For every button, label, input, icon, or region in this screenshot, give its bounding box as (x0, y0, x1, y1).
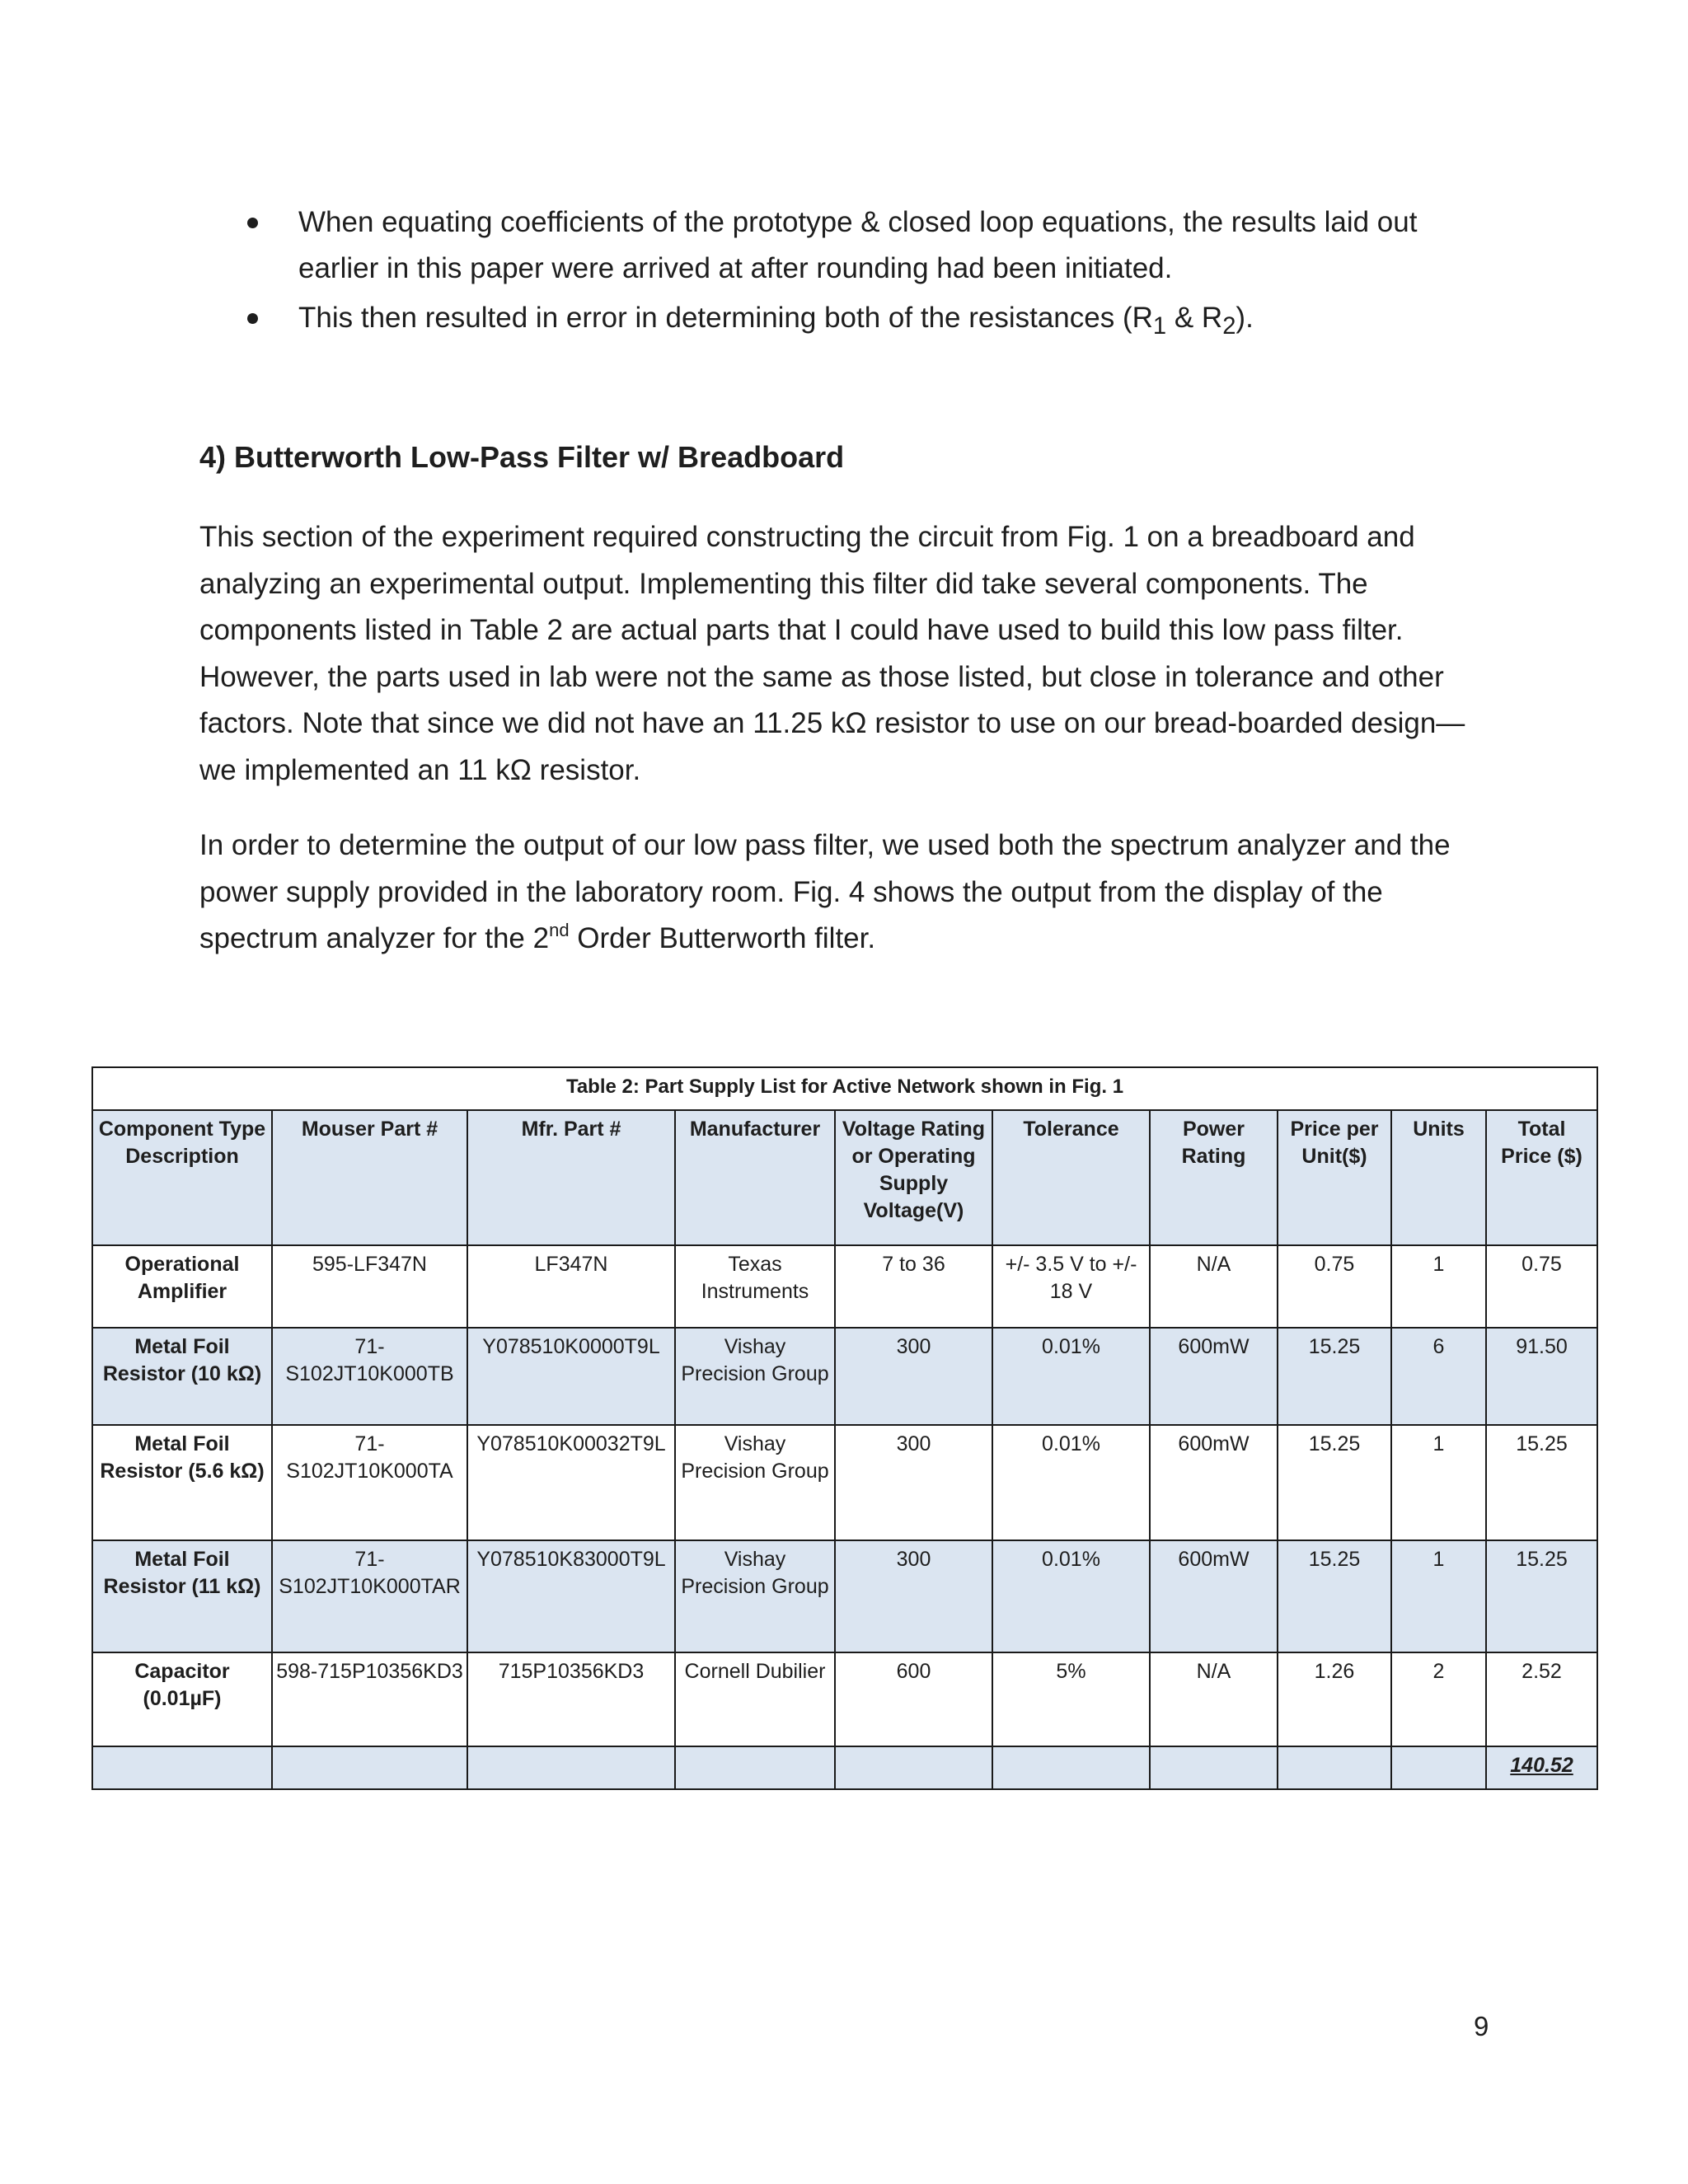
table-cell: 600mW (1150, 1328, 1278, 1425)
table-row (92, 1652, 1597, 1746)
superscript-nd: nd (549, 920, 570, 940)
table-cell: Y078510K00032T9L (467, 1425, 675, 1540)
paragraph-breadboard: This section of the experiment required constructing the circuit from Fig. 1 on a breadboard and analyzing an experimental output. Implementing this filter did take several components. The components listed in Table 2 are actual parts that I could have used to build this low pass filter. However, the parts used in lab were not the same as those listed, but close in tolerance and other factors. Note that since we did not have an 11.25 kΩ resistor to use on our bread-boarded design—we implemented an 11 kΩ resistor. (199, 521, 1465, 786)
subscript-1: 1 (1152, 313, 1167, 340)
paragraph-output (199, 823, 1485, 963)
table-cell: 600mW (1150, 1425, 1278, 1540)
table-cell: 1.26 (1278, 1652, 1391, 1746)
table-cell: 5% (992, 1652, 1150, 1746)
column-header: Voltage Rating or Operating Supply Voltage(V) (835, 1110, 992, 1245)
column-header: Mfr. Part # (467, 1110, 675, 1245)
table-row (92, 1540, 1597, 1652)
table-cell: 71-S102JT10K000TB (272, 1328, 467, 1425)
table-row (92, 1425, 1597, 1540)
bullet-text-post: ). (1236, 302, 1254, 334)
table-cell: N/A (1150, 1245, 1278, 1328)
table-cell: 71-S102JT10K000TA (272, 1425, 467, 1540)
bullet-item (241, 199, 1461, 292)
column-header: Component Type Description (92, 1110, 272, 1245)
bullet-text-pre: This then resulted in error in determining both of the resistances (R (298, 302, 1153, 334)
bullet-text-mid: & R (1166, 302, 1223, 334)
table-cell: Texas Instruments (675, 1245, 835, 1328)
bullet-text: When equating coefficients of the prototype & closed loop equations, the results laid out earlier in this paper were arrived at after rounding had been initiated. (298, 206, 1418, 284)
table-cell: 0.01% (992, 1328, 1150, 1425)
table-cell: Cornell Dubilier (675, 1652, 835, 1746)
table-cell: 715P10356KD3 (467, 1652, 675, 1746)
table-cell (1150, 1746, 1278, 1789)
table-cell: 0.75 (1278, 1245, 1391, 1328)
table-cell: Capacitor (0.01µF) (92, 1652, 272, 1746)
table-cell: 15.25 (1278, 1540, 1391, 1652)
table-cell: 600mW (1150, 1540, 1278, 1652)
table-cell (467, 1746, 675, 1789)
column-header: Units (1391, 1110, 1486, 1245)
bullet-icon (247, 313, 258, 324)
table-total-row (92, 1746, 1597, 1789)
table-cell: Y078510K83000T9L (467, 1540, 675, 1652)
table-cell (92, 1746, 272, 1789)
table-cell: Vishay Precision Group (675, 1328, 835, 1425)
section-heading: 4) Butterworth Low-Pass Filter w/ Breadboard (199, 440, 845, 474)
table-cell (272, 1746, 467, 1789)
table-cell: 91.50 (1486, 1328, 1597, 1425)
table-cell: 15.25 (1278, 1425, 1391, 1540)
table-cell: 15.25 (1278, 1328, 1391, 1425)
table-cell: 595-LF347N (272, 1245, 467, 1328)
table-cell (835, 1746, 992, 1789)
bullet-item (241, 295, 1461, 349)
table-cell: 0.01% (992, 1540, 1150, 1652)
table-cell: 1 (1391, 1540, 1486, 1652)
table-cell (992, 1746, 1150, 1789)
table-cell: +/- 3.5 V to +/- 18 V (992, 1245, 1150, 1328)
column-header: Total Price ($) (1486, 1110, 1597, 1245)
table-cell: Metal Foil Resistor (5.6 kΩ) (92, 1425, 272, 1540)
table-cell: 0.75 (1486, 1245, 1597, 1328)
table-header-row (92, 1110, 1597, 1245)
bullet-list (241, 199, 1461, 353)
table-cell (675, 1746, 835, 1789)
grand-total-cell: 140.52 (1486, 1746, 1597, 1789)
paragraph-output-post: Order Butterworth filter. (569, 922, 876, 954)
table-cell: Metal Foil Resistor (11 kΩ) (92, 1540, 272, 1652)
column-header: Price per Unit($) (1278, 1110, 1391, 1245)
table-row (92, 1328, 1597, 1425)
table-cell: 7 to 36 (835, 1245, 992, 1328)
table-cell: 2 (1391, 1652, 1486, 1746)
table-cell: 598-715P10356KD3 (272, 1652, 467, 1746)
table-cell: N/A (1150, 1652, 1278, 1746)
part-supply-table (91, 1066, 1598, 1790)
table-cell (1391, 1746, 1486, 1789)
table-cell (1278, 1746, 1391, 1789)
table-cell: 15.25 (1486, 1425, 1597, 1540)
table-cell: 1 (1391, 1425, 1486, 1540)
table-cell: 2.52 (1486, 1652, 1597, 1746)
column-header: Power Rating (1150, 1110, 1278, 1245)
table-title: Table 2: Part Supply List for Active Network shown in Fig. 1 (92, 1067, 1597, 1110)
column-header: Mouser Part # (272, 1110, 467, 1245)
table-cell: Metal Foil Resistor (10 kΩ) (92, 1328, 272, 1425)
table-cell: Y078510K0000T9L (467, 1328, 675, 1425)
table-cell: 300 (835, 1540, 992, 1652)
subscript-2: 2 (1222, 313, 1236, 340)
table-cell: Operational Amplifier (92, 1245, 272, 1328)
table-cell: 300 (835, 1425, 992, 1540)
table-cell: 600 (835, 1652, 992, 1746)
table-cell: LF347N (467, 1245, 675, 1328)
paragraph-output-pre: In order to determine the output of our low pass filter, we used both the spectrum analyzer and the power supply provided in the laboratory room. Fig. 4 shows the output from the display of the spectrum analyzer for the 2 (199, 829, 1451, 954)
table-cell: 6 (1391, 1328, 1486, 1425)
column-header: Tolerance (992, 1110, 1150, 1245)
table-row (92, 1245, 1597, 1328)
page-number: 9 (1474, 2011, 1489, 2041)
table-cell: Vishay Precision Group (675, 1425, 835, 1540)
table-cell: Vishay Precision Group (675, 1540, 835, 1652)
table-cell: 0.01% (992, 1425, 1150, 1540)
table-title-row (92, 1067, 1597, 1110)
bullet-icon (247, 218, 258, 228)
table-cell: 71-S102JT10K000TAR (272, 1540, 467, 1652)
column-header: Manufacturer (675, 1110, 835, 1245)
table-cell: 15.25 (1486, 1540, 1597, 1652)
table-cell: 1 (1391, 1245, 1486, 1328)
table-cell: 300 (835, 1328, 992, 1425)
